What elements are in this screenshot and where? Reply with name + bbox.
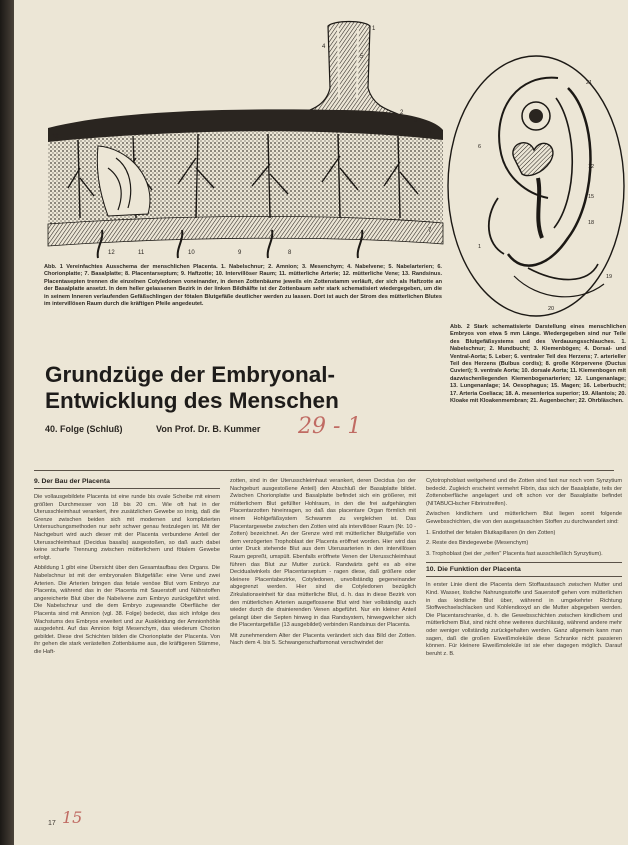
fig1-label-2: 2 <box>400 110 404 116</box>
fig2-label-18: 18 <box>588 220 595 226</box>
figure-2-embryo-illustration <box>438 48 628 324</box>
fig2-label-1: 1 <box>478 244 482 250</box>
column-1 <box>34 478 220 659</box>
fig2-label-12: 12 <box>588 164 595 170</box>
fig1-label-8: 8 <box>288 250 292 256</box>
article-title: Grundzüge der Embryonal-Entwicklung des Menschen <box>45 362 339 413</box>
author-byline: Von Prof. Dr. B. Kummer <box>156 424 261 434</box>
figure-1-caption: Abb. 1 Vereinfachtes Ausschema der menschlichen Placenta. 1. Nabelschnur; 2. Amnion; 3. Mesenchym; 4. Nabelvene; 5. Nabelarterien; 6. Chorionplatte; 7. Basalplatte; 8. Placentarseptum; 9. Haftzotte; 10. Intervillöser Raum; 11. mütterliche Arterie; 12. mütterliche Vene; 13. Randsinus. Placentasepten trennen die einzelnen Cotyledonen voneinander, in denen Zottenbäume jeweils ein Zottenstamm verläuft, der sich als Haftzotte an der Basalplatte ansetzt. In dem heller gelassenen Bezirk in der linken Bildhälfte ist der Zottenbaum sehr stark schematisiert wiedergegeben, um die in seinem Inneren verlaufenden Gefäßschlingen der fötalen Blutgefäße deutlicher werden zu lassen. Dort ist auch der Strom des mütterlichen Blutes im intervillösen Raum durch die kräftigen Pfeile angedeutet. <box>44 264 442 308</box>
column-2-body <box>230 478 416 648</box>
handwritten-page-number: 15 <box>62 808 83 827</box>
page-spine-shadow <box>0 0 14 845</box>
col1-paragraph: Die vollausgebildete Placenta ist eine runde bis ovale Scheibe mit einem größten Durchmesser von 18 bis 20 cm. Wie oft hat in der Uterusschleimhaut verankert, ihre zusätzlichen Gewebe so innig, daß die Grenze zwischen beiden sich mit modernen und komplizierten Untersuchungsmethoden nur sehr schwer genau festzulegen ist. Mit der Nachgeburt wird auch dieser mit der Placenta verbundene Anteil der Uterusschleimhaut (Decidua basalis) ausgestoßen, so daß auch dabei keine scharfe Trennung zwischen mütterlichem und fötalem Gewebe erfolgt. <box>34 494 220 561</box>
fig2-label-20: 20 <box>548 306 555 312</box>
title-divider <box>34 470 614 471</box>
figure-2-caption: Abb. 2 Stark schematisierte Darstellung eines menschlichen Embryos von etwa 5 mm Länge. Wiedergegeben sind nur Teile des Blutgefäßsystems und des Verdauungsschlauches. 1. Nabelschnur; 2. Mundbucht; 3. Kiemenbögen; 4. Dorsal- und Ventral-Aorta; 5. Leber; 6. ventraler Teil des Herzens; 7. arterieller Teil des Herzens (Bulbus cordis); 8. große Körpervene (Ductus Cuvieri); 9. ventrale Aorta; 10. dorsale Aorta; 11. Kiemenbogen mit dazwischenliegenden Kiemenbogenarterien; 12. Lungenanlage; 13. Lungenanlage; 14. Oesophagus; 15. Magen; 16. Leberbucht; 17. Arteria Coeliaca; 18. A. mesenterica superior; 19. Allantois; 20. Kloake mit Kloakenmembran; 21. Augenbecher; 22. Ohrbläschen. <box>450 324 626 405</box>
section-9-rule <box>34 488 220 489</box>
column-1-body <box>34 494 220 656</box>
fig1-label-12: 12 <box>108 250 115 256</box>
fig2-label-19: 19 <box>606 274 613 280</box>
col1-paragraph: Abbildung 1 gibt eine Übersicht über den Gesamtaufbau des Organs. Die Nabelschnur ist mit der embryonalen Blutgefäße: eine Vene und zwei Arterien. Die Arterien bringen das fetale venöse Blut vom Embryo zur Placenta, während das in der Placenta mit Sauerstoff und Nährstoffen angereicherte Blut über die Nabelvene zum Embryo zurückgeführt wird. Die Nabelschnur und die dem Embryo zugewandte Oberfläche der Placenta sind mit Amnion (vgl. 38. Folge) bedeckt, das sich infolge des Wachstums des Embryos erweitert und zur Auskleidung der Amnionhöhle ausgedehnt. Auf das Amnion folgt Mesenchym, das wiederum Chorion gebildet. Diese drei Schichten bilden die Chorionplatte der Placenta. Von ihr gehen die stark verästelten Zottenbäume aus, die kräftigeren Stämme, die Haft- <box>34 565 220 655</box>
page-number: 17 <box>48 820 56 827</box>
fig1-label-13: 13 <box>52 134 59 140</box>
fig1-label-10: 10 <box>188 250 195 256</box>
fig1-label-1: 1 <box>372 26 376 32</box>
section-10-rule <box>426 562 622 563</box>
section-10-rule-bottom <box>426 576 622 577</box>
figure-1-placenta-illustration <box>38 18 448 260</box>
handwritten-annotation: 29 - 1 <box>298 414 362 439</box>
col2-paragraph: Mit zunehmendem Alter der Placenta verändert sich das Bild der Zotten. Nach dem 4. bis 5. Schwangerschaftsmonat verschwindet der <box>230 632 416 647</box>
column-3-body-2 <box>426 582 622 658</box>
col3-paragraph: Zwischen kindlichem und mütterlichem Blut liegen somit folgende Gewebsschichten, die von den ausgetauschten Stoffen zu durchwandert sind: <box>426 511 622 525</box>
fig1-label-6: 6 <box>428 130 432 136</box>
col3-paragraph: In erster Linie dient die Placenta dem Stoffaustausch zwischen Mutter und Kind. Wasser, lösliche Nahrungsstoffe und Sauerstoff gehen vom mütterlichen in das kindliche Blut über, während in umgekehrter Richtung Stoffwechselschlacken und Kohlendioxyd an die Mutter abgegeben werden. Die Placentarschranke, d. h. die Gewebsschichten zwischen kindlichem und mütterlichem Blut, sind nicht ohne weiteres durchlässig, während andere mehr oder weniger vollständig zurückgehalten werden. Ganz allgemein kann man sagen, daß die großen Eiweißmoleküle diese Schranke nicht passieren können. Für kleinere Eiweißmoleküle ist sie eher dagegen möglich. Darauf beruht z. B. <box>426 582 622 657</box>
fig1-label-7: 7 <box>428 228 432 234</box>
fig1-label-4: 4 <box>322 44 326 50</box>
magazine-page <box>14 0 628 845</box>
fig2-label-15: 15 <box>588 194 595 200</box>
fig1-label-3: 3 <box>414 118 418 124</box>
column-3 <box>426 478 622 661</box>
col3-list-item: 3. Trophoblast (bei der „reifen" Placenta fast ausschließlich Synzytium). <box>426 550 603 557</box>
fig1-label-11: 11 <box>138 250 145 256</box>
column-2 <box>230 478 416 651</box>
series-label: 40. Folge (Schluß) <box>45 424 123 434</box>
section-9-heading: 9. Der Bau der Placenta <box>34 478 110 485</box>
column-3-body <box>426 478 622 558</box>
col3-list-item: 2. Reste des Bindegewebe (Mesenchym) <box>426 540 529 547</box>
col3-list-item: 1. Endothel der fetalen Blutkapillaren (in den Zotten) <box>426 529 556 536</box>
col2-paragraph: zotten, sind in der Uterusschleimhaut verankert, deren Decidua (so der Nachgeburt ausgestoßene Anteil) den Abschluß der Basalplatte bildet. Zwischen Chorionplatte und Basalplatte befindet sich ein größerer, mit mütterlichem Blut gefüllter Hohlraum, in den die frei aufgehängten Placentarzotten hineinragen, so daß das placentare Organ förmlich mit einem Hohlgefäßsystem Schwamm zu vergleichen ist. Das Placentargewebe zwischen den Zotten wird als intervillöser Raum (Nr. 10 - Zotten) bezeichnet. An der Grenze wird mit mütterlicher Blutgefäße von dem verzögerten Trophoblast der Placenta eröffnet worden. Hier wird das unter Druck stehende Blut aus dem Uterusarterien in den intervillösen Raum gepreßt, umspült. Ebenfalls eröffnete Venen der Uterusschleimhaut führen das Blut zur Mutter zurück. Randwärts geht es ab eine Decidualwinkels der Placentarseptum - ragen diese, daß größere oder kleinere Placentabezirke, Cotyledonen, unvollständig gegeneinander abgegrenzt werden. Hier sind die Cotyledonen bezüglich Zirkulationseinheit für das mütterliche Blut, d. h. das in diese Bezirk von den mütterlichen Arterien ausgeflossene Blut wird hier vollständig auch wieder durch die drainierenden Venen abgeführt. Nur ein kleiner Anteil gelangt über die Septen hinweg in das Randsystem, hinwegwelcher sich die Placentargefäße (13 ausgebildet) verbinden Randsinus der Placenta. <box>230 478 416 629</box>
fig2-label-6: 6 <box>478 144 482 150</box>
fig1-label-5: 5 <box>360 54 364 60</box>
fig2-label-21: 21 <box>586 80 593 86</box>
section-10-heading: 10. Die Funktion der Placenta <box>426 566 521 574</box>
col3-paragraph: Cytotrophoblast weitgehend und die Zotten sind fast nur noch vom Synzytium bedeckt. Zugleich erscheint vermehrt Fibrin, das sich der Basalplatte, teils der Zottenoberfläche angelagert und oft schon vor der Basalplatte befindet (NITABUCHscher Fibrinstreifen). <box>426 478 622 507</box>
fig1-label-9: 9 <box>238 250 242 256</box>
